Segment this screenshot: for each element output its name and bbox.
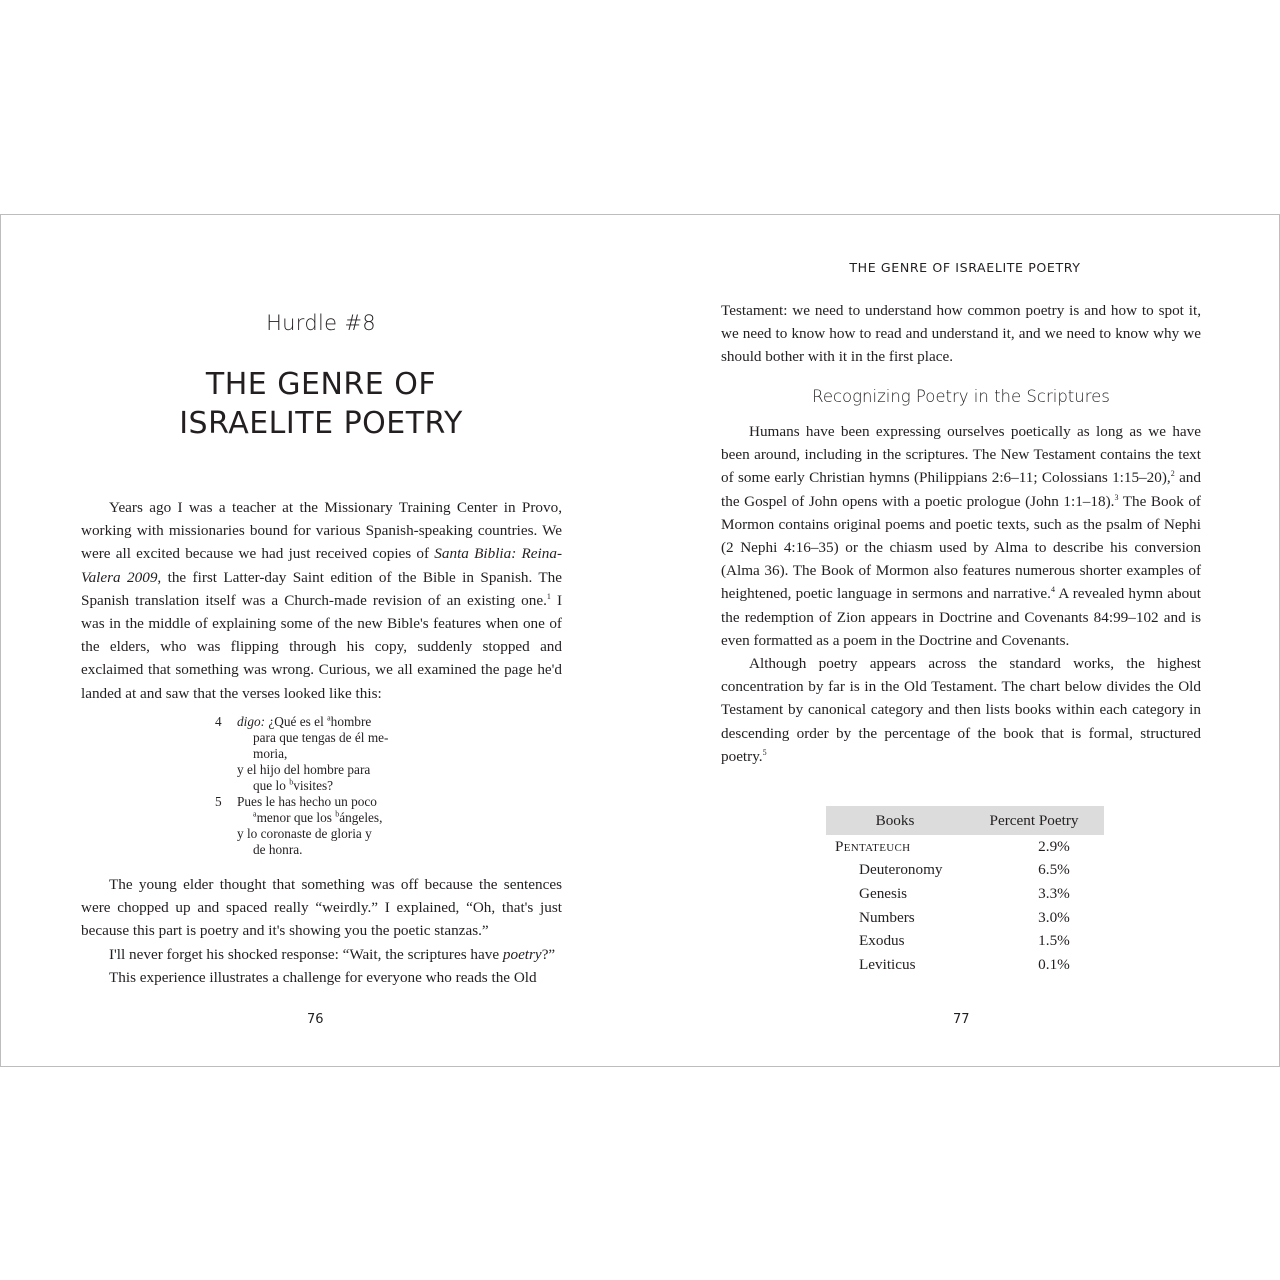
right-continued-text (721, 299, 1201, 369)
table-row (826, 953, 1104, 977)
verse-number: 5 (215, 794, 222, 809)
percent-cell: 1.5% (1038, 932, 1070, 950)
footnote-ref: 4 (1050, 585, 1055, 595)
verse-italic: digo: (237, 714, 266, 729)
page-number: 77 (953, 1012, 970, 1027)
percent-cell: 6.5% (1038, 861, 1070, 879)
book-title-italic: Santa Biblia: Reina-Valera 2009 (81, 545, 563, 586)
text-run: hombre (330, 714, 372, 729)
paragraph (81, 496, 562, 705)
text-run: I'll never forget his shocked response: “Wait, the scriptures have (109, 945, 503, 963)
verse-line (237, 714, 425, 730)
footnote-letter: a (253, 809, 257, 819)
book-spread (0, 214, 1280, 1067)
percent-cell: 3.3% (1038, 884, 1070, 902)
footnote-ref: 2 (1170, 469, 1175, 479)
footnote-letter: b (289, 777, 294, 787)
book-cell: Numbers (859, 908, 915, 926)
table-row (826, 882, 1104, 906)
verse-5 (215, 794, 425, 858)
footnote-ref: 3 (1114, 492, 1119, 502)
text-run: I was in the middle of explaining some of the new Bible's features when one of the elders, who was flipping through his copy, suddenly stopped and exclaimed that something was wrong. Curious, we all examined the page he'd landed at and saw that the verses looked like this: (81, 591, 563, 702)
footnote-ref: 1 (546, 591, 551, 601)
column-header-percent: Percent Poetry (964, 806, 1104, 835)
chapter-title-line-2: ISRAELITE POETRY (179, 406, 463, 441)
paragraph (81, 943, 562, 966)
column-header-books: Books (826, 806, 964, 835)
text-run: , the first Latter-day Saint edition of the Bible in Spanish. The Spanish translation itself was a Church-made revision of an existing one. (81, 568, 563, 609)
table-row-category (826, 835, 1104, 859)
hurdle-label: Hurdle #8 (266, 311, 376, 335)
verse-line: Pues le has hecho un poco (237, 794, 377, 809)
verse-line: para que tengas de él me- (253, 730, 389, 745)
paragraph: Testament: we need to understand how common poetry is and how to spot it, we need to know how to read and understand it, and we need to know why we should bother with it in the first place. (721, 302, 1201, 366)
verse-line: y el hijo del hombre para (237, 762, 371, 777)
verse-line: de honra. (253, 842, 303, 857)
text-run: A revealed hymn about the redemption of Zion appears in Doctrine and Covenants 84:99–102 and is even formatted as a poem in the Doctrine and Covenants. (721, 585, 1201, 649)
spanish-verse-block (215, 714, 425, 858)
text-run: Humans have been expressing ourselves poetically as long as we have been around, including in the scriptures. The New Testament contains the text of some early Christian hymns (Philippians 2:6–11; Colossians 1:15–20), (721, 423, 1201, 487)
text-run: and the Gospel of John opens with a poetic prologue (John 1:1–18). (721, 469, 1201, 510)
table-header-row (826, 806, 1104, 835)
book-cell: Genesis (859, 884, 908, 902)
percent-cell: 2.9% (1038, 837, 1070, 855)
verse-line: moria, (253, 746, 288, 761)
paragraph (721, 420, 1201, 652)
table-row (826, 929, 1104, 953)
verse-line: y lo coronaste de gloria y (237, 826, 372, 841)
text-run: ?” (541, 945, 556, 963)
text-run: menor que los (256, 810, 336, 825)
book-cell: Leviticus (859, 955, 916, 973)
text-run: The Book of Mormon contains original poems and poetic texts, such as the psalm of Nephi (2 Nephi 4:16–35) or the chiasm used by Alma to describe his conversion (Alma 36). The Book of Mormon also features numerous shorter examples of heightened, poetic language in sermons and narrative. (721, 492, 1201, 603)
paragraph: The young elder thought that something was off because the sentences were chopped up and spaced really “weirdly.” I explained, “Oh, that's just because this part is poetry and it's showing you the poetic stanzas.” (81, 876, 562, 940)
text-run: Although poetry appears across the standard works, the highest concentration by far is in the Old Testament. The chart below divides the Old Testament by canonical category and then lists books within each category in descending order by the percentage of the book that is formal, structured poetry. (721, 655, 1201, 765)
book-cell: Exodus (859, 932, 905, 950)
poetry-percentage-table (826, 806, 1104, 977)
text-run: ¿Qué es el (265, 714, 328, 729)
chapter-title (1, 365, 641, 443)
footnote-letter: b (335, 809, 340, 819)
left-intro-text (81, 496, 562, 705)
verse-line (237, 778, 425, 794)
paragraph: This experience illustrates a challenge for everyone who reads the Old (109, 968, 537, 986)
book-cell: Deuteronomy (859, 861, 943, 879)
verse-4 (215, 714, 425, 794)
percent-cell: 0.1% (1038, 955, 1070, 973)
running-head: THE GENRE OF ISRAELITE POETRY (849, 260, 1081, 275)
left-page (1, 215, 641, 1066)
table-row (826, 859, 1104, 883)
verse-number: 4 (215, 714, 222, 729)
text-run: que lo (253, 778, 290, 793)
page-number: 76 (307, 1012, 324, 1027)
footnote-ref: 5 (762, 747, 767, 757)
percent-cell: 3.0% (1038, 908, 1070, 926)
text-run: Years ago I was a teacher at the Missionary Training Center in Provo, working with missionaries bound for various Spanish-speaking countries. We were all excited because we had just received copies of (81, 499, 562, 563)
text-run: ángeles, (339, 810, 383, 825)
text-run: visites? (293, 778, 334, 793)
verse-line (237, 810, 425, 826)
footnote-letter: a (327, 713, 331, 723)
left-closing-text (81, 873, 562, 989)
category-cell: Pentateuch (835, 837, 911, 855)
right-section-text (721, 420, 1201, 768)
emphasis-italic: poetry (502, 945, 542, 963)
paragraph (721, 652, 1201, 768)
right-page (641, 215, 1279, 1066)
table-row (826, 906, 1104, 930)
chapter-title-line-1: THE GENRE OF (205, 367, 437, 402)
section-heading: Recognizing Poetry in the Scriptures (812, 387, 1110, 406)
